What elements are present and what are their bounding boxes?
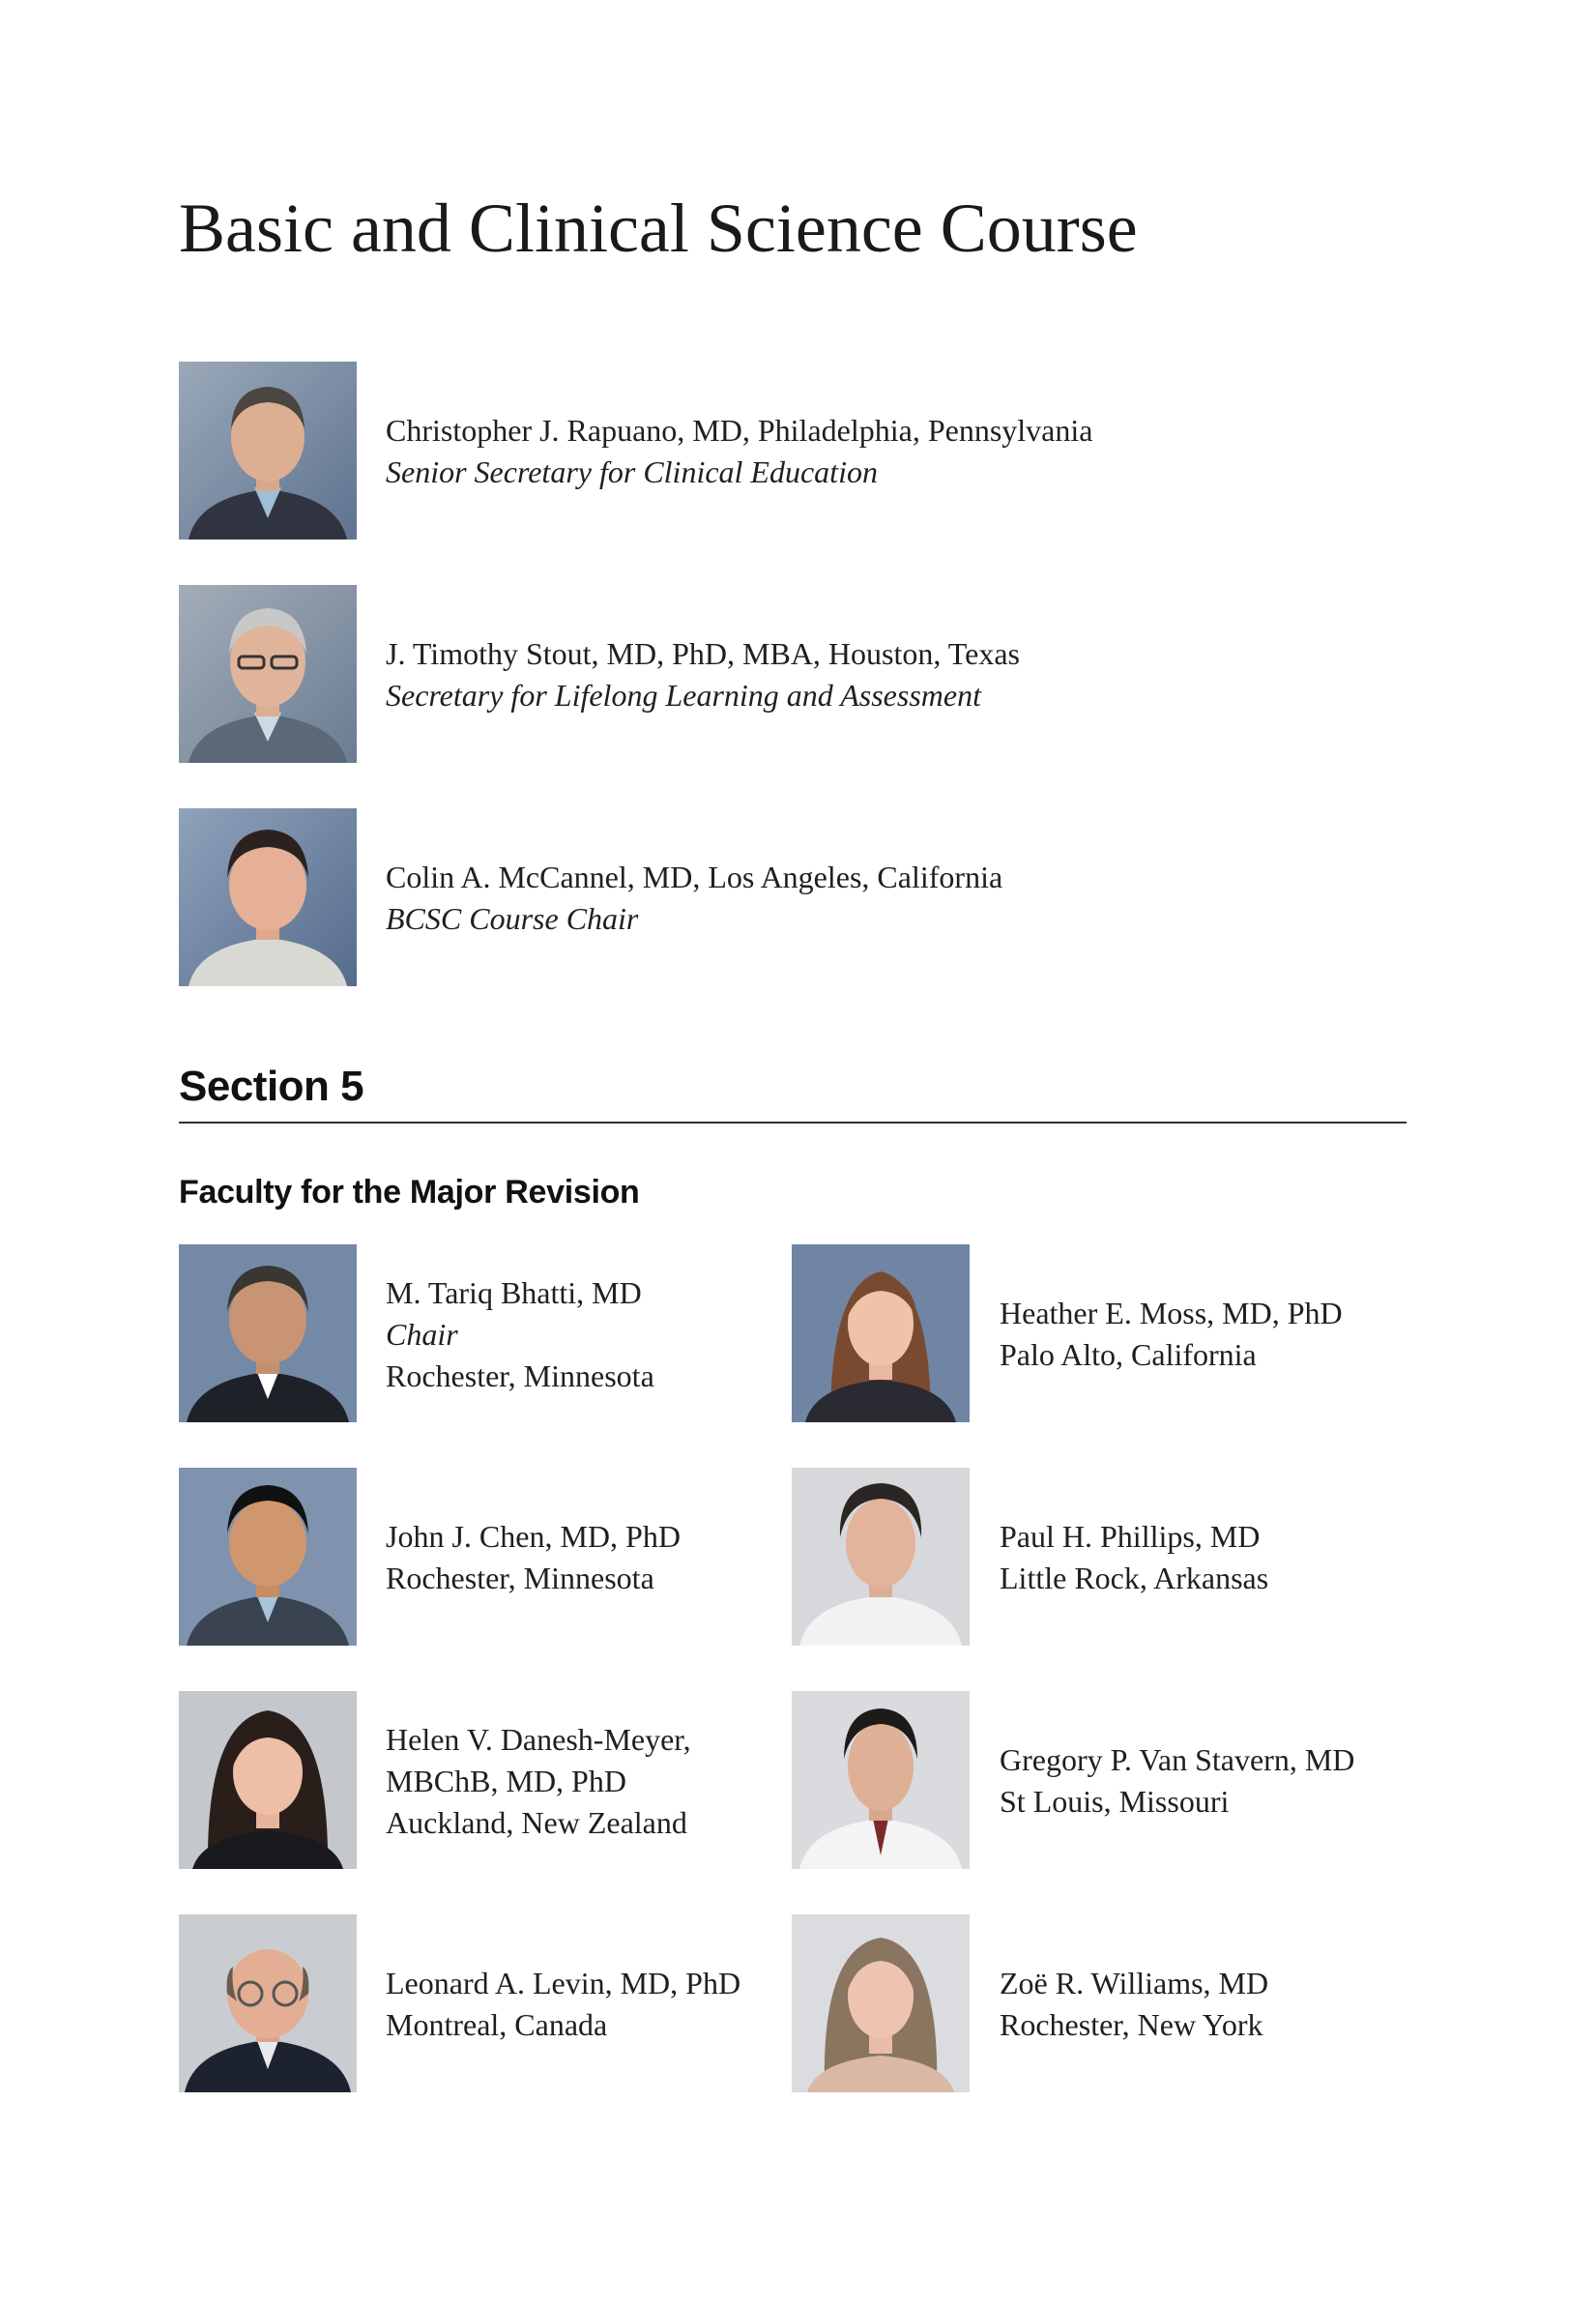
person-location: Montreal, Canada xyxy=(386,2007,608,2042)
leader-entry-rapuano xyxy=(386,410,1092,493)
faculty-entry-williams xyxy=(1000,1963,1268,2046)
person-role: Chair xyxy=(386,1317,458,1352)
leader-entry-mccannel xyxy=(386,857,1002,940)
person-name: Zoë R. Williams, MD xyxy=(1000,1966,1269,2000)
person-silhouette-icon xyxy=(792,1244,970,1422)
portrait-photo xyxy=(179,1244,357,1422)
person-name: John J. Chen, MD, PhD xyxy=(386,1519,681,1554)
portrait-photo xyxy=(179,1914,357,2092)
person-name: Helen V. Danesh-Meyer, xyxy=(386,1722,691,1757)
faculty-entry-chen xyxy=(386,1516,681,1599)
person-name: Colin A. McCannel, MD, Los Angeles, California xyxy=(386,860,1003,894)
person-credentials: MBChB, MD, PhD xyxy=(386,1764,626,1798)
leader-entry-stout xyxy=(386,633,1020,716)
person-location: Rochester, Minnesota xyxy=(386,1561,654,1595)
person-role: BCSC Course Chair xyxy=(386,901,639,936)
person-location: Little Rock, Arkansas xyxy=(1000,1561,1269,1595)
portrait-photo xyxy=(792,1244,970,1422)
person-name: J. Timothy Stout, MD, PhD, MBA, Houston, Texas xyxy=(386,636,1020,671)
person-silhouette-icon xyxy=(792,1691,970,1869)
person-role: Senior Secretary for Clinical Education xyxy=(386,454,878,489)
faculty-entry-phillips xyxy=(1000,1516,1268,1599)
portrait-photo xyxy=(179,1691,357,1869)
person-silhouette-icon xyxy=(792,1914,970,2092)
portrait-photo xyxy=(792,1691,970,1869)
faculty-entry-bhatti xyxy=(386,1272,654,1397)
person-silhouette-icon xyxy=(179,585,357,763)
person-name: Paul H. Phillips, MD xyxy=(1000,1519,1261,1554)
person-name: Gregory P. Van Stavern, MD xyxy=(1000,1742,1355,1777)
person-silhouette-icon xyxy=(179,362,357,540)
person-location: Palo Alto, California xyxy=(1000,1337,1257,1372)
person-name: M. Tariq Bhatti, MD xyxy=(386,1275,642,1310)
person-location: Auckland, New Zealand xyxy=(386,1805,687,1840)
portrait-photo xyxy=(179,362,357,540)
portrait-photo xyxy=(792,1468,970,1646)
person-silhouette-icon xyxy=(179,1914,357,2092)
person-silhouette-icon xyxy=(792,1468,970,1646)
faculty-entry-van-stavern xyxy=(1000,1739,1354,1823)
person-name: Heather E. Moss, MD, PhD xyxy=(1000,1296,1343,1330)
faculty-entry-moss xyxy=(1000,1293,1343,1376)
person-silhouette-icon xyxy=(179,1244,357,1422)
portrait-photo xyxy=(179,585,357,763)
person-location: St Louis, Missouri xyxy=(1000,1784,1230,1819)
faculty-subheading: Faculty for the Major Revision xyxy=(179,1174,640,1211)
section-divider xyxy=(179,1122,1407,1124)
section-heading: Section 5 xyxy=(179,1063,364,1110)
person-silhouette-icon xyxy=(179,1691,357,1869)
portrait-photo xyxy=(179,1468,357,1646)
portrait-photo xyxy=(792,1914,970,2092)
portrait-photo xyxy=(179,808,357,986)
person-name: Christopher J. Rapuano, MD, Philadelphia, Pennsylvania xyxy=(386,413,1093,448)
person-location: Rochester, Minnesota xyxy=(386,1358,654,1393)
person-name: Leonard A. Levin, MD, PhD xyxy=(386,1966,741,2000)
person-silhouette-icon xyxy=(179,1468,357,1646)
faculty-entry-danesh-meyer xyxy=(386,1719,691,1844)
page-title: Basic and Clinical Science Course xyxy=(179,190,1138,267)
person-role: Secretary for Lifelong Learning and Assessment xyxy=(386,678,981,713)
person-silhouette-icon xyxy=(179,808,357,986)
person-location: Rochester, New York xyxy=(1000,2007,1263,2042)
faculty-entry-levin xyxy=(386,1963,740,2046)
